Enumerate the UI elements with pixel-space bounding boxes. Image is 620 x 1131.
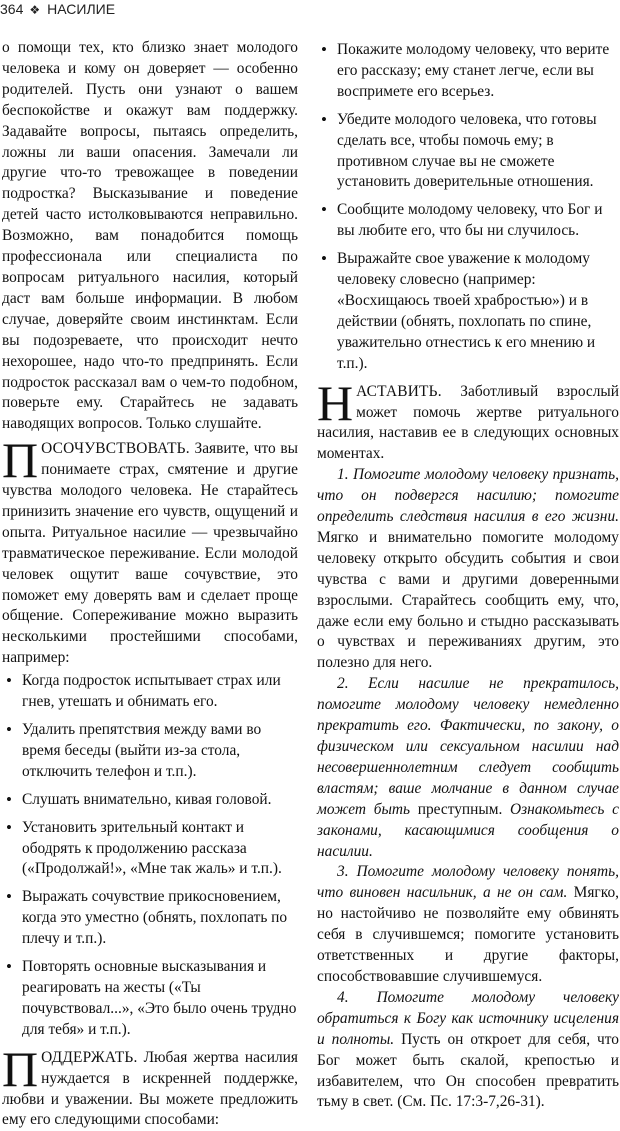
dropcap: П [2, 1040, 39, 1097]
section-text: Заботливый взрослый может помочь жертве ритуального насилия, наставив ее в следующих основных моментах. [317, 382, 619, 463]
list-item: • Выражайте свое уважение к молодому человеку словесно (например: «Восхищаюсь твоей храбростью») и в действии (обнять, похлопать по спине, уважительно отнестись к его мнению и т.п.). [317, 249, 619, 374]
numbered-point-2 [317, 674, 619, 862]
sympathy-list [2, 671, 298, 1041]
list-item: • Слушать внимательно, кивая головой. [2, 790, 298, 811]
left-column [2, 38, 298, 1131]
chapter-title: НАСИЛИЕ [47, 1, 116, 17]
numbered-point-1 [317, 465, 619, 674]
section-sympathize [2, 432, 298, 669]
section-heading: АСТАВИТЬ. [356, 382, 442, 400]
list-item: • Покажите молодому человеку, что верите его рассказу; ему станет легче, если вы воспримете его всерьез. [317, 40, 619, 103]
point-lead: 2. Если насилие не прекратилось, помогите молодому человеку немедленно прекратить его. Фактически, по закону, о физическом или сексуальном насилии над несовершеннолетним следует сообщить властям; ваше молчание в данном случае может быть [317, 675, 619, 818]
list-item: • Когда подросток испытывает страх или гнев, утешать и обнимать его. [2, 671, 298, 713]
dropcap: П [2, 432, 39, 489]
right-column [317, 38, 619, 1113]
support-list [317, 40, 619, 375]
page-number: 364 [0, 1, 24, 17]
section-text: Любая жертва насилия нуждается в искренней поддержке, любви и уважении. Вы можете предложить ему его следующими способами: [2, 1048, 298, 1129]
point-text: Мягко, но настойчиво не позволяйте ему обвинять себя в случившемся; помогите установить ответственных и другие факторы, способствовавшие случившемуся. [317, 884, 619, 985]
point-lead: 4. Помогите молодому человеку обратиться к Богу как источнику исцеления и полноты. [317, 988, 619, 1048]
point-lead: 1. Помогите молодому человеку признать, что он подвергся насилию; помогите определить следствия насилия в его жизни. [317, 466, 619, 526]
point-text: Мягко и внимательно помогите молодому человеку открыто обсудить события и свои чувства с вами и другими доверенными взрослыми. Старайтесь сообщить ему, что, даже если ему больно и стыдно рассказывать о чувствах и переживаниях другим, это полезно для него. [317, 528, 619, 672]
section-heading: ОСОЧУВСТВОВАТЬ. [41, 440, 190, 458]
section-text: Заявите, что вы понимаете страх, смятение и другие чувства молодого человека. Не старайтесь принизить значение его чувств, ощущений и опыта. Ритуальное насилие — чрезвычайно травматическое переживание. Если молодой человек ощутит ваше сочувствие, это поможет ему доверять вам и сделает проще общение. Сопереживание можно выразить несколькими простейшими способами, например: [2, 440, 298, 667]
numbered-point-3 [317, 862, 619, 987]
list-item: • Установить зрительный контакт и ободрять к продолжению рассказа («Продолжай!», «Мне так жаль» и т.п.). [2, 818, 298, 881]
intro-paragraph: о помощи тех, кто близко знает молодого человека и кому он доверяет — особенно родителей. Пусть они узнают о вашем беспокойстве и окажут вам поддержку. Задавайте вопросы, пытаясь определить, ложны ли ваши опасения. Замечали ли другие что-то тревожащее в поведении подростка? Высказывание и поведение детей часто истолковываются неправильно. Возможно, вам понадобится помощь профессионала или специалиста по вопросам ритуального насилия, который даст вам больше информации. В любом случае, доверяйте своим инстинктам. Если вы подозреваете, что происходит нечто нехорошее, надо что-то предпринять. Если подросток рассказал вам о чем-то подобном, поверьте ему. Старайтесь не задавать наводящих вопросов. Только слушайте. [2, 39, 298, 433]
running-head [0, 0, 115, 18]
list-item: • Выражать сочувствие прикосновением, когда это уместно (обнять, похлопать по плечу и т.п.). [2, 887, 298, 950]
section-heading: ОДДЕРЖАТЬ. [41, 1048, 138, 1066]
list-item: • Удалить препятствия между вами во время беседы (выйти из-за стола, отключить телефон и т.п.). [2, 720, 298, 783]
list-item: • Повторять основные высказывания и реагировать на жесты («Ты почувствовал...», «Это было очень трудно для тебя» и т.п.). [2, 957, 298, 1041]
section-support [2, 1040, 298, 1131]
point-text: преступным. [410, 800, 503, 818]
point-lead: 3. Помогите молодому человеку понять, что виновен насильник, а не он сам. [317, 863, 619, 902]
dropcap: Н [317, 374, 354, 431]
list-item: • Сообщите молодому человеку, что Бог и вы любите его, что бы ни случилось. [317, 200, 619, 242]
section-guide [317, 374, 619, 466]
diamond-separator-icon: ❖ [29, 3, 41, 17]
numbered-point-4 [317, 988, 619, 1113]
list-item: • Убедите молодого человека, что готовы сделать все, чтобы помочь ему; в противном случае вы не сможете установить доверительные отношения. [317, 110, 619, 194]
point-tail: Ознакомьтесь с законами, касающимися сообщения о насилии. [317, 800, 619, 860]
point-text: Пусть он откроет для себя, что Бог может быть скалой, крепостью и избавителем, что Он способен превратить тьму в свет. (См. Пс. 17:3-7,26-31). [317, 1030, 619, 1111]
